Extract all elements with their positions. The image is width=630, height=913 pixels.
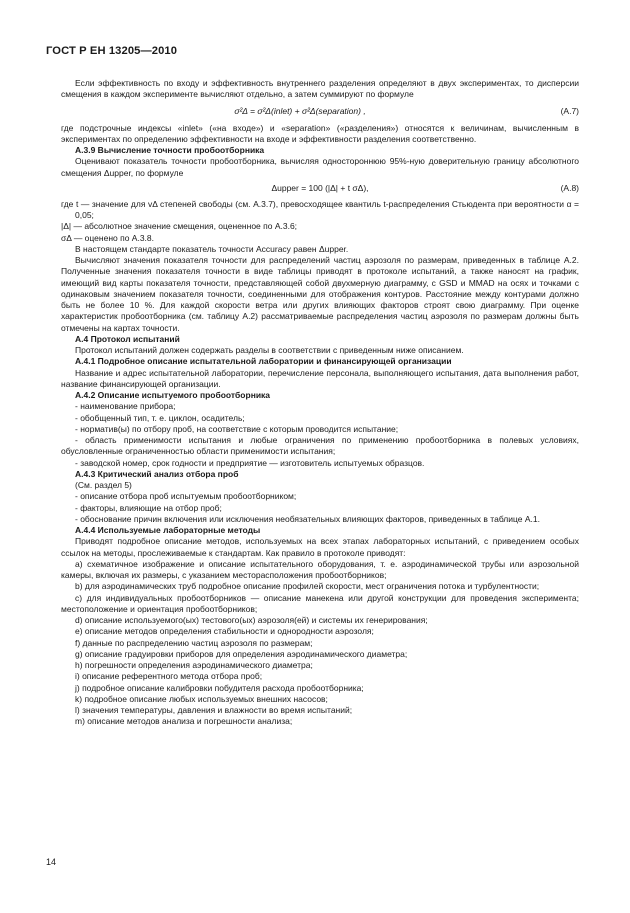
list-item: - норматив(ы) по отбору проб, на соответствие с которым проводится испытание;	[75, 423, 399, 434]
a39-paragraph-2: В настоящем стандарте показатель точности Accuracy равен Δupper.	[75, 243, 349, 254]
document-body	[61, 78, 579, 728]
list-item: f) данные по распределению частиц аэрозоля по размерам;	[75, 637, 313, 648]
where-sigma: σΔ — оценено по А.3.8.	[61, 232, 155, 243]
list-item: (См. раздел 5)	[75, 480, 132, 490]
document-header: ГОСТ Р ЕН 13205—2010	[46, 45, 178, 57]
formula-a8-row	[61, 179, 579, 199]
where-delta: |Δ| — абсолютное значение смещения, оцененное по А.3.6;	[61, 221, 298, 232]
list-item: c) для индивидуальных пробоотборников — описание манекена или другой конструкции для проведения эксперимента; местоположение и ориентация пробоотборников;	[61, 592, 579, 614]
intro-paragraph-2: где подстрочные индексы «inlet» («на входе») и «separation» («разделения») относятся к величинам, вычисленным в экспериментах по определению эффективности на входе и эффективности разделения соответственно.	[61, 122, 579, 144]
list-item: l) значения температуры, давления и влажности во время испытаний;	[75, 705, 353, 715]
formula-a7-row	[61, 101, 579, 123]
list-item: h) погрешности определения аэродинамического диаметра;	[75, 660, 313, 670]
a39-paragraph-1: Оценивают показатель точности пробоотборника, вычисляя одностороннюю 95%-ную доверительную границу абсолютного смещения Δupper, по формуле	[61, 156, 579, 178]
list-item: j) подробное описание калибровки побудителя расхода пробоотборника;	[75, 682, 364, 693]
list-item: - факторы, влияющие на отбор проб;	[75, 502, 222, 513]
formula-a7: σ²Δ = σ²Δ(inlet) + σ²Δ(separation) ,	[234, 105, 366, 116]
section-heading-a42: A.4.2 Описание испытуемого пробоотборника	[75, 390, 271, 400]
intro-paragraph: Если эффективность по входу и эффективность внутреннего разделения определяют в двух экспериментах, то дисперсии смещения в каждом эксперименте вычисляют отдельно, а затем суммируют по формуле	[61, 78, 579, 100]
section-heading-a4: A.4 Протокол испытаний	[75, 333, 180, 344]
list-item: m) описание методов анализа и погрешности анализа;	[75, 716, 293, 727]
section-heading-a41: A.4.1 Подробное описание испытательной лаборатории и финансирующей организации	[75, 356, 452, 367]
section-heading-a43: A.4.3 Критический анализ отбора проб	[75, 468, 239, 479]
formula-a8-label: (A.8)	[560, 183, 579, 194]
formula-a7-label: (A.7)	[560, 105, 579, 116]
list-item: g) описание градуировки приборов для определения аэродинамического диаметра;	[75, 648, 408, 659]
list-item: i) описание референтного метода отбора проб;	[75, 671, 263, 682]
section-heading-a44: A.4.4 Используемые лабораторные методы	[75, 525, 261, 535]
formula-a8: Δupper = 100 (|Δ| + t σΔ),	[271, 183, 369, 194]
a39-paragraph-3: Вычисляют значения показателя точности для распределений частиц аэрозоля по размерам, приведенных в таблице А.2. Полученные значения показателя точности в виде таблицы приводят в протоколе испытаний, а также наносят на график, имеющий вид карты показателя точности, представляющей собой двухмерную диаграмму, с GSD и MMAD на осях и точками с одинаковым значением показателя точности, соединенными для отображения контуров. Расстояние между контурами должно быть не более 10 %. Для каждой скорости ветра или других влияющих факторов строят свою диаграмму. При оценке характеристик пробоотборника (см. таблицу А.2) рассматриваемые распределения частиц аэрозоля по размерам должны быть отмечены на картах точности.	[61, 255, 579, 333]
list-item: - обоснование причин включения или исключения необязательных влияющих факторов, приведенных в таблице А.1.	[75, 513, 540, 524]
list-item: a) схематичное изображение и описание испытательного оборудования, т. е. аэродинамической трубы или аэрозольной камеры, включая их размеры, с указанием месторасположения пробоотборников;	[61, 558, 579, 580]
list-item: b) для аэродинамических труб подробное описание профилей скорости, мест ограничения потока и турбулентности;	[75, 581, 540, 592]
list-item: - обобщенный тип, т. е. циклон, осадитель;	[75, 412, 245, 423]
list-item: e) описание методов определения стабильности и однородности аэрозоля;	[75, 626, 374, 637]
list-item: - описание отбора проб испытуемым пробоотборником;	[75, 491, 297, 502]
list-item: k) подробное описание любых используемых внешних насосов;	[75, 693, 328, 704]
list-item: - наименование прибора;	[75, 401, 176, 412]
where-t: где t — значение для vΔ степеней свободы (см. А.3.7), превосходящее квантиль t-распределения Стьюдента при вероятности α = 0,05;	[61, 198, 579, 220]
a44-paragraph: Приводят подробное описание методов, используемых на всех этапах лабораторных испытаний, с приведением особых ссылок на методы, прослеживаемые к стандартам. Как правило в протоколе приводят:	[61, 536, 579, 558]
page-number: 14	[46, 857, 57, 867]
list-item: - область применимости испытания и любые ограничения по применению пробоотборника в полевых условиях, обусловленные ограниченностью области применимости испытания;	[61, 435, 579, 457]
section-heading-a39: A.3.9 Вычисление точности пробоотборника	[75, 145, 265, 155]
a41-paragraph: Название и адрес испытательной лаборатории, перечисление персонала, выполняющего испытания, дата выполнения работ, название финансирующей организации.	[61, 367, 579, 389]
list-item: - заводской номер, срок годности и предприятие — изготовитель испытуемых образцов.	[75, 457, 425, 468]
list-item: d) описание используемого(ых) тестового(ых) аэрозоля(ей) и системы их генерирования;	[75, 615, 428, 625]
a4-paragraph: Протокол испытаний должен содержать разделы в соответствии с приведенным ниже описанием.	[75, 345, 464, 355]
